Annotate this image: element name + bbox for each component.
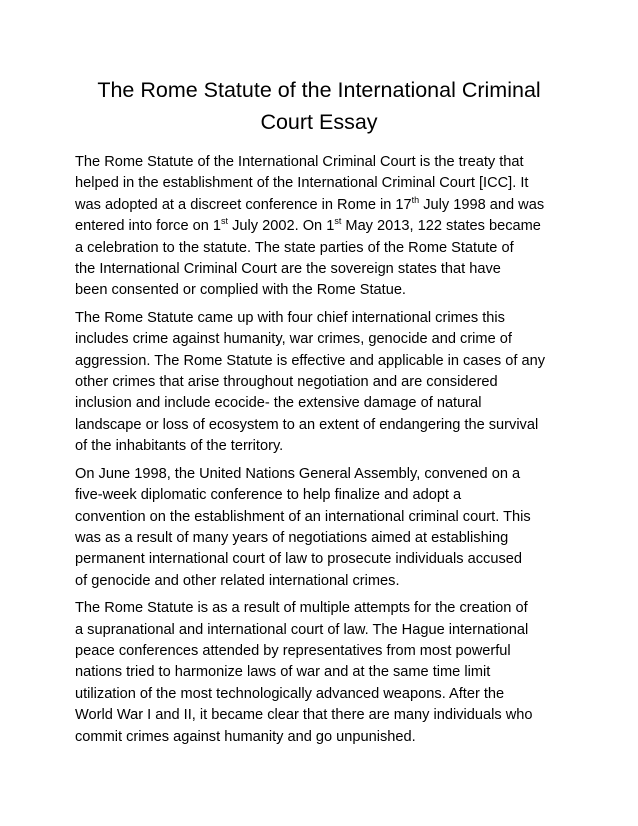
page-title	[60, 74, 578, 138]
text-line: a supranational and international court of law. The Hague international	[75, 621, 529, 638]
text-line: was adopted at a discreet conference in Rome in 17th July 1998 and was	[75, 194, 545, 213]
text-line: helped in the establishment of the International Criminal Court [ICC]. It	[75, 175, 529, 192]
text-line: The Rome Statute is as a result of multiple attempts for the creation of	[75, 600, 528, 617]
text-line: five-week diplomatic conference to help finalize and adopt a	[75, 487, 462, 504]
text-line: The Rome Statute of the International Criminal Court is the treaty that	[75, 154, 524, 170]
text-line: been consented or complied with the Rome Statue.	[75, 282, 406, 299]
text-line: was as a result of many years of negotiations aimed at establishing	[75, 529, 509, 546]
text-line: aggression. The Rome Statute is effective and applicable in cases of any	[75, 352, 545, 369]
superscript: st	[221, 216, 229, 227]
text-line: commit crimes against humanity and go unpunished.	[75, 728, 416, 745]
text-line: convention on the establishment of an international criminal court. This	[75, 508, 531, 525]
text-line: On June 1998, the United Nations General Assembly, convened on a	[75, 465, 521, 482]
text-line: of the inhabitants of the territory.	[75, 438, 284, 455]
paragraph-3	[75, 464, 575, 592]
text-line: entered into force on 1st July 2002. On 1st May 2013, 122 states became	[75, 216, 541, 235]
text-line: includes crime against humanity, war crimes, genocide and crime of	[75, 331, 512, 348]
title-line-2: Court Essay	[260, 110, 378, 134]
superscript: th	[411, 194, 420, 205]
text-line: other crimes that arise throughout negotiation and are considered	[75, 374, 498, 391]
text-line: The Rome Statute came up with four chief international crimes this	[75, 309, 505, 326]
paragraph-1	[75, 152, 575, 302]
text-line: the International Criminal Court are the sovereign states that have	[75, 261, 501, 278]
text-line: World War I and II, it became clear that there are many individuals who	[75, 707, 533, 724]
text-line: landscape or loss of ecosystem to an extent of endangering the survival	[75, 416, 539, 433]
document-body	[75, 152, 575, 754]
text-line: inclusion and include ecocide- the extensive damage of natural	[75, 395, 482, 412]
text-line: nations tried to harmonize laws of war and at the same time limit	[75, 664, 491, 681]
text-line: peace conferences attended by representatives from most powerful	[75, 642, 511, 659]
text-line: of genocide and other related international crimes.	[75, 572, 400, 589]
text-line: a celebration to the statute. The state parties of the Rome Statute of	[75, 239, 514, 256]
text-line: utilization of the most technologically advanced weapons. After the	[75, 685, 505, 702]
paragraph-2	[75, 308, 575, 458]
paragraph-4	[75, 598, 575, 748]
superscript: st	[334, 216, 342, 227]
title-line-1: The Rome Statute of the International Criminal	[97, 78, 541, 102]
text-line: permanent international court of law to prosecute individuals accused	[75, 551, 522, 568]
